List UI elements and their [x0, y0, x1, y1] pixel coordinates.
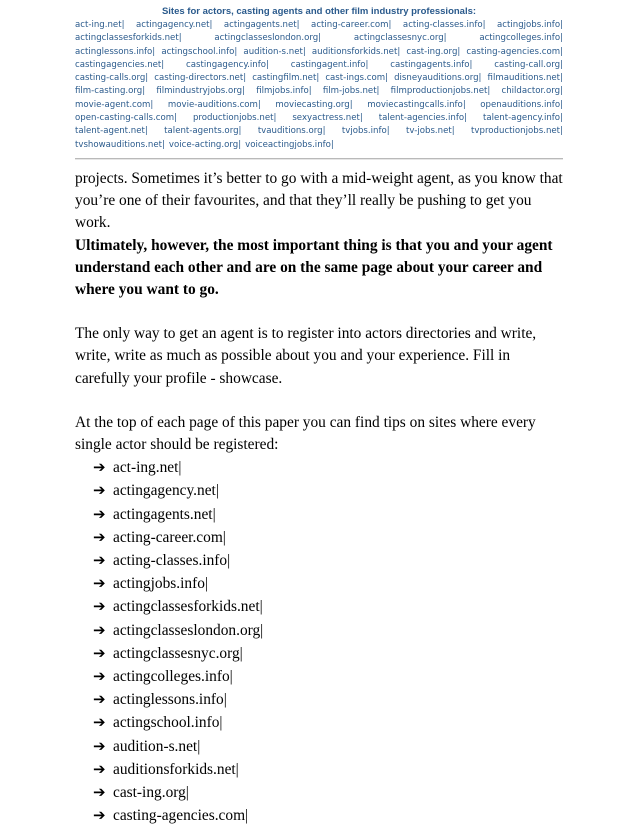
site-list-item — [93, 642, 563, 665]
header-site-link[interactable]: tvshowauditions.net| — [75, 139, 165, 150]
arrow-icon: ➔ — [93, 481, 106, 500]
arrow-icon: ➔ — [93, 690, 106, 709]
header-site-link[interactable]: open-casting-calls.com| — [75, 113, 178, 124]
header-site-link[interactable]: acting-classes.info| — [402, 20, 486, 30]
arrow-icon: ➔ — [93, 620, 106, 639]
header-link-row — [75, 59, 563, 72]
site-name: actingschool.info| — [113, 714, 223, 732]
header-site-link[interactable]: talent-agencies.info| — [378, 113, 468, 124]
header-link-row — [75, 46, 563, 59]
paragraph-agent-choice-text: projects. Sometimes it’s better to go with a mid-weight agent, as you know that you’re one of their favourites, and that they’ll really be pushing to get you work. — [75, 170, 563, 232]
site-name: actingclassesnyc.org| — [113, 644, 243, 662]
header-site-link[interactable]: openauditions.info| — [480, 99, 563, 110]
site-list-item — [93, 503, 563, 526]
site-name: actingjobs.info| — [113, 575, 208, 593]
arrow-icon: ➔ — [93, 759, 106, 778]
paragraph-register: The only way to get an agent is to register into actors directories and write, write, write as much as possible about you and your experience. Fill in carefully your profile - showcase. — [75, 325, 537, 387]
header-site-link[interactable]: productionjobs.net| — [192, 113, 277, 124]
header-site-link[interactable]: disneyauditions.org| — [394, 73, 482, 84]
arrow-icon: ➔ — [93, 783, 106, 802]
header-site-link[interactable]: voiceactingjobs.info| — [245, 139, 334, 150]
header-site-link[interactable]: filmindustryjobs.org| — [156, 86, 245, 97]
site-list-item — [93, 688, 563, 711]
header-site-link[interactable]: tvjobs.info| — [341, 126, 390, 137]
header-site-link[interactable]: castingagency.info| — [186, 59, 269, 70]
site-name: actingagency.net| — [113, 482, 219, 500]
site-list-item — [93, 619, 563, 642]
site-name: audition-s.net| — [113, 737, 201, 755]
header-site-link[interactable]: actingjobs.info| — [497, 20, 563, 30]
header-site-link[interactable]: childactor.org| — [501, 86, 563, 97]
header-site-link[interactable]: tvauditions.org| — [257, 126, 326, 137]
site-list-item — [93, 781, 563, 804]
header-site-link[interactable]: castingagencies.net| — [75, 59, 165, 70]
header-site-link[interactable]: actingcolleges.info| — [479, 33, 563, 44]
site-list — [75, 456, 563, 827]
site-name: actingcolleges.info| — [113, 668, 233, 686]
header-site-link[interactable]: filmauditions.net| — [487, 73, 563, 84]
site-name: actingclasseslondon.org| — [113, 621, 264, 639]
arrow-icon: ➔ — [93, 643, 106, 662]
paragraph-spacer — [75, 301, 563, 323]
header-site-link[interactable]: talent-agency.info| — [482, 113, 563, 124]
site-name: actinglessons.info| — [113, 691, 227, 709]
arrow-icon: ➔ — [93, 597, 106, 616]
header-link-row — [75, 85, 563, 98]
paragraph-spacer — [75, 390, 563, 412]
page-body — [75, 168, 563, 827]
header-site-link[interactable]: film-casting.org| — [75, 86, 146, 97]
header-site-link[interactable]: audition-s.net| — [243, 46, 306, 57]
header-site-link[interactable]: castingagent.info| — [290, 59, 369, 70]
site-list-item — [93, 735, 563, 758]
header-site-link[interactable]: actingschool.info| — [161, 46, 238, 57]
header-site-link[interactable]: actingagency.net| — [135, 20, 213, 30]
header-link-row — [75, 99, 563, 112]
site-list-item — [93, 572, 563, 595]
header-divider — [75, 158, 563, 160]
site-list-item — [93, 711, 563, 734]
arrow-icon: ➔ — [93, 504, 106, 523]
header-link-row — [75, 72, 563, 85]
arrow-icon: ➔ — [93, 551, 106, 570]
header-site-link[interactable]: filmjobs.info| — [256, 86, 312, 97]
header-site-link[interactable]: moviecastingcalls.info| — [367, 99, 466, 110]
arrow-icon: ➔ — [93, 574, 106, 593]
header-link-rows — [75, 19, 563, 152]
header-site-link[interactable]: actingagents.net| — [223, 20, 300, 30]
header-site-link[interactable]: movie-agent.com| — [75, 99, 154, 110]
site-list-item — [93, 595, 563, 618]
header-site-link[interactable]: moviecasting.org| — [275, 99, 353, 110]
site-list-item — [93, 479, 563, 502]
header-link-row — [75, 139, 563, 152]
site-name: acting-classes.info| — [113, 552, 231, 570]
header-site-link[interactable]: tv-jobs.net| — [406, 126, 455, 137]
site-list-item — [93, 758, 563, 781]
paragraph-agent-choice — [75, 168, 563, 235]
header-site-link[interactable]: voice-acting.org| — [168, 139, 242, 150]
arrow-icon: ➔ — [93, 806, 106, 825]
header-title: Sites for actors, casting agents and other film industry professionals: — [161, 6, 477, 17]
header-site-link[interactable]: movie-auditions.com| — [167, 99, 261, 110]
header-site-link[interactable]: actingclassesforkids.net| — [75, 33, 182, 44]
header-site-link[interactable]: sexyactress.net| — [292, 113, 363, 124]
site-list-item — [93, 456, 563, 479]
header-site-link[interactable]: talent-agents.org| — [164, 126, 242, 137]
header-site-link[interactable]: cast-ings.com| — [325, 73, 388, 84]
header-site-link[interactable]: talent-agent.net| — [75, 126, 148, 137]
arrow-icon: ➔ — [93, 527, 106, 546]
site-list-item — [93, 549, 563, 572]
site-name: casting-agencies.com| — [113, 807, 249, 825]
arrow-icon: ➔ — [93, 458, 106, 477]
header-site-link[interactable]: acting-career.com| — [311, 20, 392, 30]
header-site-link[interactable]: act-ing.net| — [75, 20, 125, 30]
header-link-row — [75, 125, 563, 138]
header-site-link[interactable]: actingclassesnyc.org| — [353, 33, 447, 44]
header-site-link[interactable]: cast-ing.org| — [406, 46, 461, 57]
site-name: cast-ing.org| — [113, 784, 189, 802]
header-site-link[interactable]: castingagents.info| — [390, 59, 473, 70]
header-site-link[interactable]: auditionsforkids.net| — [311, 46, 401, 57]
site-name: acting-career.com| — [113, 528, 226, 546]
site-list-item — [93, 665, 563, 688]
header-link-row — [75, 112, 563, 125]
header-link-row — [75, 32, 563, 45]
paragraph-tips: At the top of each page of this paper you can find tips on sites where every single actor should be registered: — [75, 413, 536, 454]
site-name: actingclassesforkids.net| — [113, 598, 263, 616]
header-site-link[interactable]: casting-directors.net| — [154, 73, 247, 84]
sites-header — [75, 6, 563, 152]
header-site-link[interactable]: casting-calls.org| — [75, 73, 149, 84]
site-name: auditionsforkids.net| — [113, 760, 239, 778]
header-site-link[interactable]: film-jobs.net| — [322, 86, 380, 97]
site-name: act-ing.net| — [113, 459, 182, 477]
header-site-link[interactable]: castingfilm.net| — [252, 73, 320, 84]
header-site-link[interactable]: casting-agencies.com| — [466, 46, 563, 57]
paragraph-agent-choice-bold: Ultimately, however, the most important thing is that you and your agent understand each other and are on the same page about your career and where you want to go. — [75, 236, 553, 299]
header-link-row — [75, 19, 563, 32]
header-site-link[interactable]: actinglessons.info| — [75, 46, 156, 57]
header-site-link[interactable]: tvproductionjobs.net| — [471, 126, 563, 137]
header-site-link[interactable]: filmproductionjobs.net| — [390, 86, 491, 97]
arrow-icon: ➔ — [93, 736, 106, 755]
site-name: actingagents.net| — [113, 505, 216, 523]
arrow-icon: ➔ — [93, 667, 106, 686]
header-site-link[interactable]: casting-call.org| — [494, 59, 563, 70]
site-list-item — [93, 804, 563, 827]
site-list-item — [93, 526, 563, 549]
arrow-icon: ➔ — [93, 713, 106, 732]
header-site-link[interactable]: actingclasseslondon.org| — [214, 33, 322, 44]
